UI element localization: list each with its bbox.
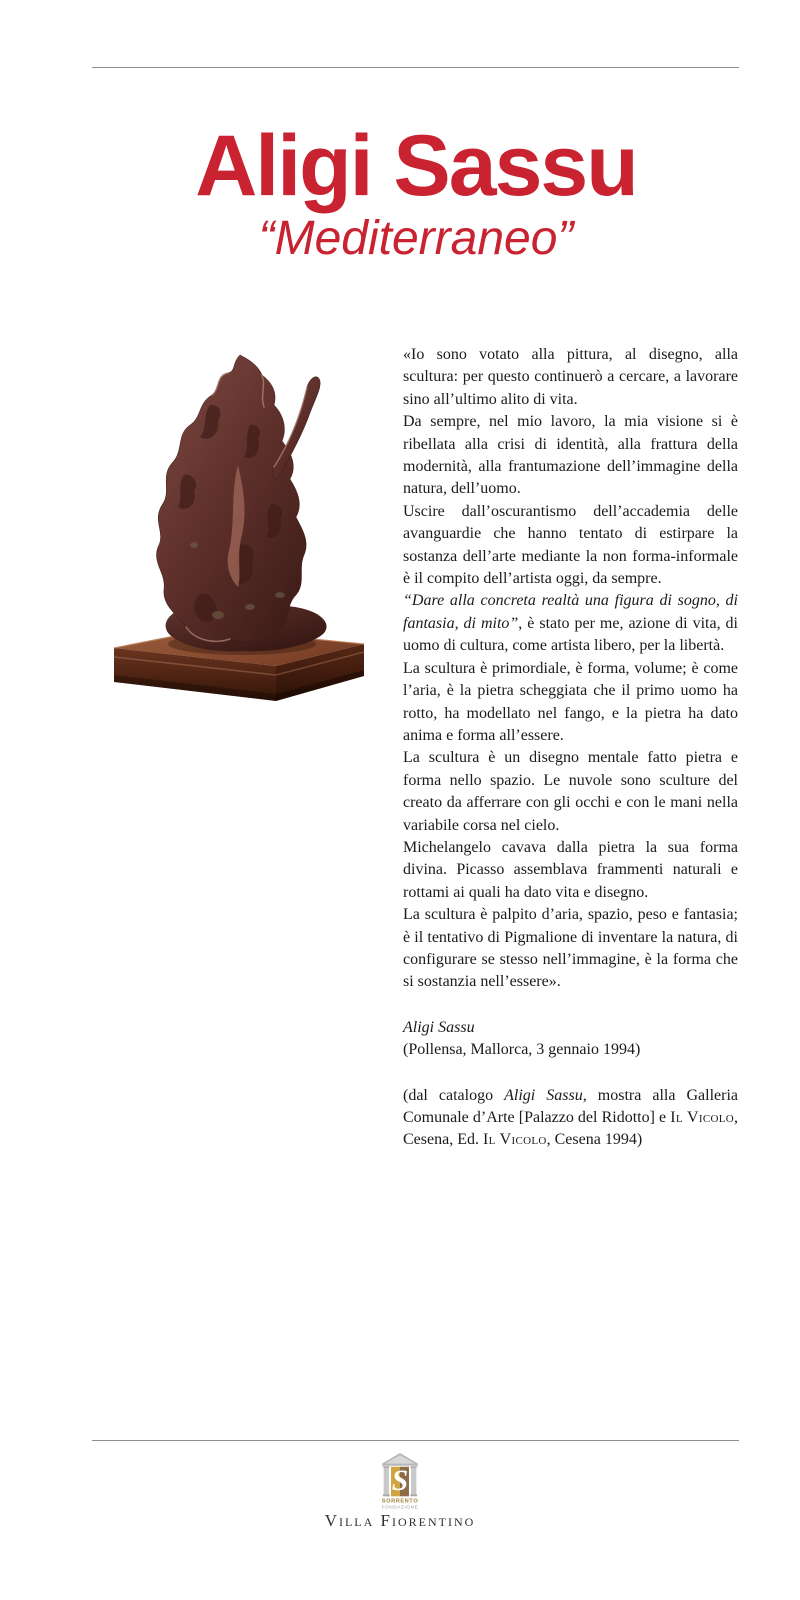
- credit-place-date: (Pollensa, Mallorca, 3 gennaio 1994): [403, 1041, 641, 1059]
- text-column: [403, 344, 738, 1152]
- logo-org-name: SORRENTO: [381, 1498, 419, 1505]
- top-divider: [92, 67, 739, 68]
- quote-paragraph: [403, 747, 738, 837]
- text-run: «Io sono votato alla pittura, al disegno, alla scultura: per questo continuerò a cercare, a lavorare sino all’ultimo alito di vita.: [403, 346, 738, 408]
- credit-author: Aligi Sassu: [403, 1018, 475, 1036]
- page-title: Aligi Sassu: [195, 118, 637, 214]
- text-run: Il Vicolo: [482, 1131, 547, 1149]
- footer: [0, 1452, 800, 1515]
- page-subtitle: “Mediterraneo”: [258, 212, 574, 265]
- text-run: , è stato per me, azione di vita, di uomo di cultura, come artista libero, per la libertà.: [403, 614, 738, 655]
- logo-monogram: S: [391, 1464, 409, 1497]
- text-run: La scultura è primordiale, è forma, volume; è come l’aria, è la pietra scheggiata che il primo uomo ha rotto, ha modellato nel fango, e la pietra ha dato anima e forma all’essere.: [403, 659, 738, 744]
- text-run: Il Vicolo: [670, 1109, 734, 1126]
- quote-paragraph: [403, 344, 738, 411]
- sculpture-photo: [90, 345, 390, 705]
- text-run: (dal catalogo: [403, 1086, 505, 1104]
- catalog-note: [403, 1085, 738, 1152]
- text-run: Michelangelo cavava dalla pietra la sua forma divina. Picasso assemblava frammenti naturali e rottami ai quali ha dato vita e disegno.: [403, 838, 738, 901]
- quote-paragraph: [403, 658, 738, 748]
- logo-org-subtitle: FONDAZIONE: [381, 1504, 419, 1510]
- temple-icon: [378, 1452, 422, 1510]
- text-run: Uscire dall’oscurantismo dell’accademia delle avanguardie che hanno tentato di estirpare la sostanza dell’arte mediante la non forma-informale è il compito dell’artista oggi, da sempre.: [403, 502, 738, 588]
- credit-block: [403, 1017, 738, 1062]
- text-run: “Dare alla concreta realtà una figura di sogno, di fantasia, di mito”: [403, 592, 738, 632]
- text-run: mostra alla Galleria Comunale d’Arte [Palazzo del Ridotto] e: [403, 1086, 738, 1126]
- artist-quote: [403, 344, 738, 994]
- quote-paragraph: [403, 837, 738, 904]
- bottom-divider: [92, 1440, 739, 1441]
- text-run: , Cesena 1994): [546, 1131, 643, 1149]
- sorrento-fondazione-logo: [378, 1452, 422, 1510]
- quote-paragraph: [403, 590, 738, 657]
- quote-paragraph: [403, 501, 738, 591]
- text-run: La scultura è un disegno mentale fatto pietra e forma nello spazio. Le nuvole sono sculture del creato da afferrare con gli occhi e con le mani nella variabile corsa nel cielo.: [403, 749, 738, 834]
- venue-name: Villa Fiorentino: [324, 1511, 476, 1530]
- text-run: Aligi Sassu,: [504, 1086, 587, 1104]
- artwork-figure: [90, 345, 390, 705]
- quote-paragraph: [403, 411, 738, 501]
- text-run: Da sempre, nel mio lavoro, la mia visione si è ribellata alla crisi di identità, alla frattura della modernità, alla frantumazione dell’immagine della natura, dell’uomo.: [403, 413, 738, 498]
- text-run: , Cesena, Ed.: [403, 1109, 738, 1149]
- quote-paragraph: [403, 904, 738, 994]
- text-run: La scultura è palpito d’aria, spazio, peso e fantasia; è il tentativo di Pigmalione di inventare la natura, di configurare se stesso nell’immagine, è la forma che si sostanzia nell’essere».: [403, 906, 738, 991]
